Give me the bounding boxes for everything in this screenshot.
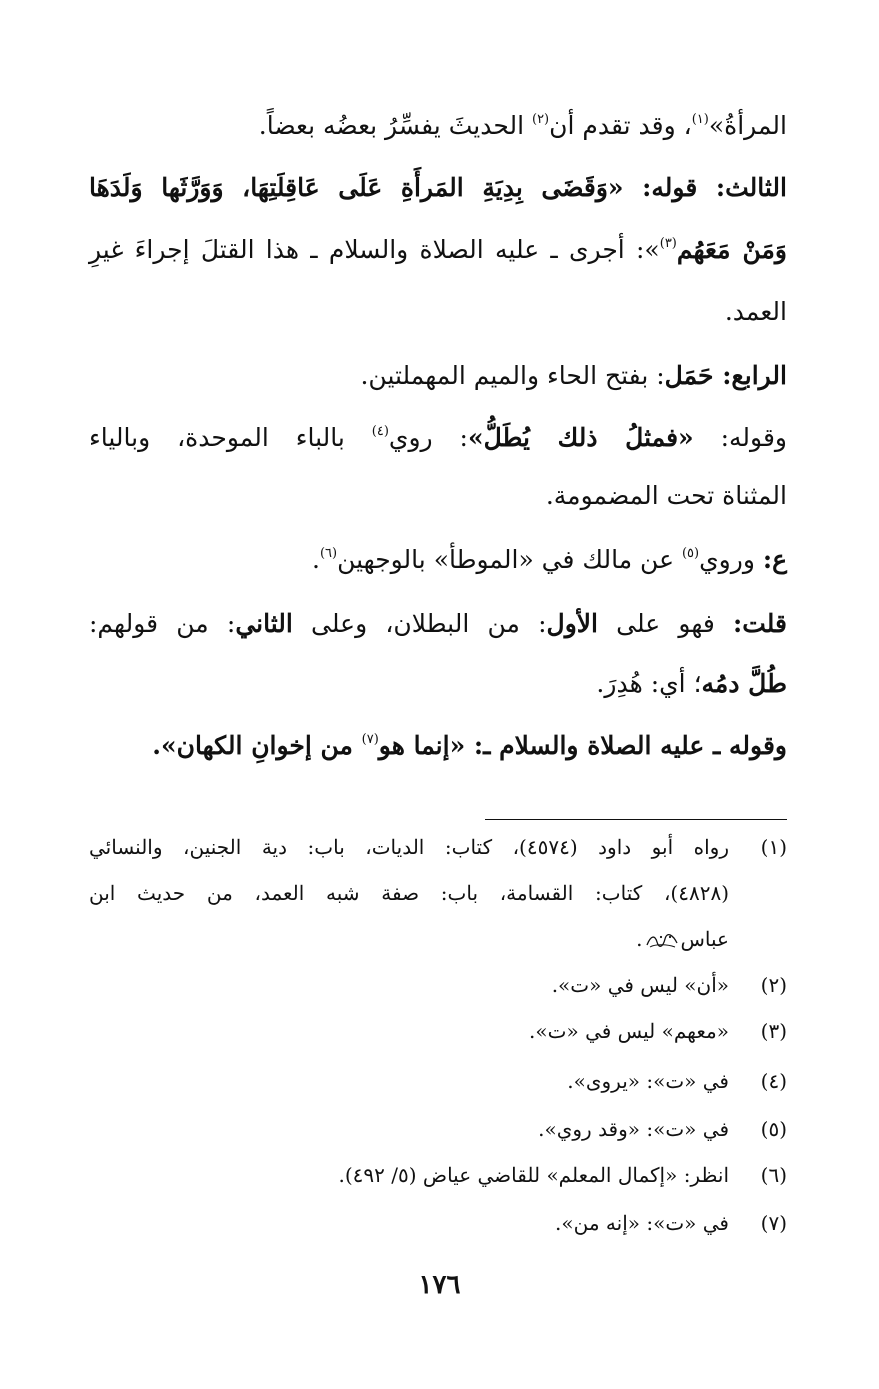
- section-label-ayn: ع:: [762, 545, 787, 574]
- footnote-ref-7: (٧): [361, 732, 379, 747]
- footnote-ref-2: (٢): [531, 112, 550, 127]
- footnote-7: (٧)في «ت»: «إنه من».: [555, 1211, 787, 1235]
- footnote-ref-6: (٦): [319, 546, 338, 561]
- footnote-4: (٤)في «ت»: «يروى».: [567, 1069, 787, 1093]
- radiyallahu-anhuma-seal-icon: [645, 933, 679, 949]
- section-label-fourth: الرابع:: [722, 361, 787, 390]
- footnote-1-line-1: (١)رواه أبو داود (٤٥٧٤)، كتاب: الديات، باب: دية الجنين، والنسائي: [89, 832, 787, 862]
- body-line-2: [89, 170, 787, 206]
- body-line-4: العمد.: [724, 297, 787, 326]
- section-label-qultu: قلت:: [732, 609, 787, 638]
- body-line-3: وَمَنْ مَعَهُم$^{(٣)}$»: أجرى ـ عليه الصلاة والسلام ـ هذا القتلَ إجراءَ غيرِ: [89, 235, 788, 264]
- page-number: ١٧٦: [418, 1270, 461, 1300]
- footnote-1-number: (١): [760, 835, 787, 859]
- footnote-ref-4: (٤): [371, 424, 389, 439]
- body-line-1: المرأةُ»$^{(١)}$، وقد تقدم أن$^{(٢)}$ الحديثَ يفسِّرُ بعضُه بعضاً.: [258, 111, 787, 140]
- footnote-6: (٦)انظر: «إكمال المعلم» للقاضي عياض (٥/ ٤٩٢).: [338, 1163, 787, 1187]
- body-line-8: ع: وروي$^{(٥)}$ عن مالك في «الموطأ» بالوجهين$^{(٦)}$.: [312, 545, 787, 574]
- footnote-2: (٢)«أن» ليس في «ت».: [551, 973, 787, 997]
- body-line-6: وقوله: «فمثلُ ذلك يُطَلُّ»: روي$^{(٤)}$ بالباء الموحدة، وبالياء: [89, 423, 787, 452]
- hadith-quote: قوله: «وَقَضَى بِدِيَةِ المَرأَةِ عَلَى عَاقِلَتِهَا، وَوَرَّثَها وَلَدَهَا: [89, 173, 716, 202]
- body-line-11: وقوله ـ عليه الصلاة والسلام ـ: «إنما هو$^{(٧)}$ من إخوانِ الكهان».: [152, 731, 787, 760]
- footnote-ref-1: (١): [691, 112, 709, 127]
- body-line-5: الرابع: حَمَل: بفتح الحاء والميم المهملتين.: [360, 361, 787, 390]
- footnote-5: (٥)في «ت»: «وقد روي».: [538, 1117, 787, 1141]
- footnote-ref-3: (٣): [659, 236, 677, 251]
- footnote-1-line-2: (٤٨٢٨)، كتاب: القسامة، باب: صفة شبه العمد، من حديث ابن: [89, 881, 729, 905]
- footnote-1-line-3: عباس.: [636, 927, 729, 951]
- body-line-7: المثناة تحت المضمومة.: [545, 481, 787, 510]
- body-line-9: قلت: فهو على الأول: من البطلان، وعلى الثاني: من قولهم:: [89, 609, 787, 638]
- footnote-3: (٣)«معهم» ليس في «ت».: [529, 1019, 787, 1043]
- body-line-10: طُلَّ دمُه؛ أي: هُدِرَ.: [596, 669, 787, 698]
- footnote-separator: [485, 819, 787, 820]
- footnote-ref-5: (٥): [681, 546, 700, 561]
- section-label-third: الثالث:: [715, 173, 787, 202]
